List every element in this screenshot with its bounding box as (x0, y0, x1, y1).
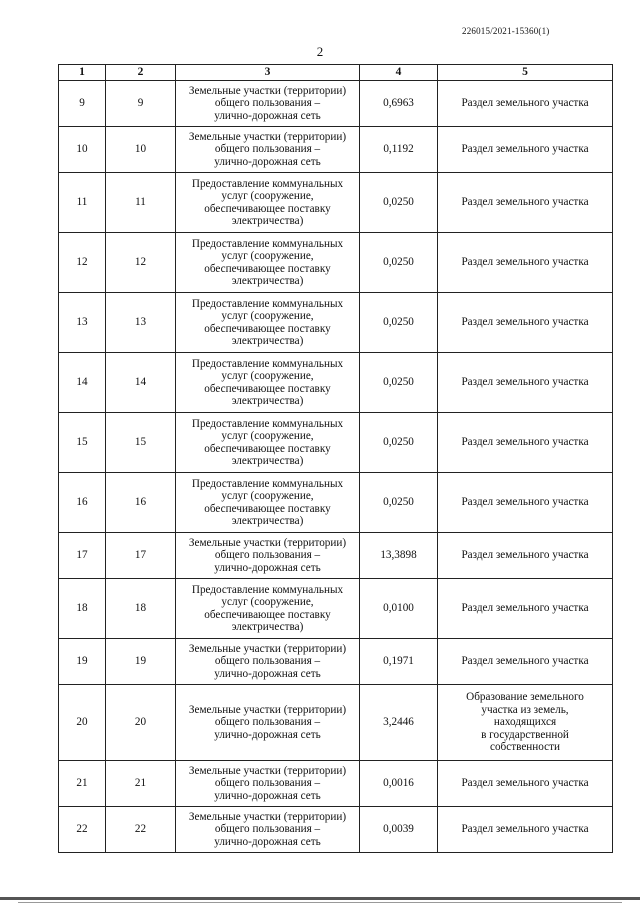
permitted-use-cell: Земельные участки (территории) общего пользования – улично-дорожная сеть (176, 639, 360, 685)
formation-method-cell: Раздел земельного участка (438, 473, 613, 533)
formation-method-cell: Раздел земельного участка (438, 353, 613, 413)
table-row (59, 685, 613, 761)
row-number-cell: 22 (59, 807, 106, 853)
formation-method-cell: Раздел земельного участка (438, 173, 613, 233)
table-row (59, 533, 613, 579)
row-number-cell: 11 (59, 173, 106, 233)
permitted-use-cell: Предоставление коммунальных услуг (сооружение, обеспечивающее поставку электричества) (176, 353, 360, 413)
plot-number-cell: 9 (106, 81, 176, 127)
column-header-3: 3 (176, 65, 360, 81)
formation-method-cell: Раздел земельного участка (438, 579, 613, 639)
table-row (59, 807, 613, 853)
row-number-cell: 18 (59, 579, 106, 639)
permitted-use-cell: Предоставление коммунальных услуг (сооружение, обеспечивающее поставку электричества) (176, 233, 360, 293)
area-cell: 0,0250 (360, 233, 438, 293)
table-row (59, 473, 613, 533)
plot-number-cell: 16 (106, 473, 176, 533)
table-row (59, 761, 613, 807)
permitted-use-cell: Земельные участки (территории) общего пользования – улично-дорожная сеть (176, 127, 360, 173)
table-row (59, 639, 613, 685)
row-number-cell: 9 (59, 81, 106, 127)
area-cell: 13,3898 (360, 533, 438, 579)
plot-number-cell: 15 (106, 413, 176, 473)
table-row (59, 127, 613, 173)
permitted-use-cell: Предоставление коммунальных услуг (сооружение, обеспечивающее поставку электричества) (176, 473, 360, 533)
area-cell: 0,6963 (360, 81, 438, 127)
formation-method-cell: Раздел земельного участка (438, 413, 613, 473)
row-number-cell: 13 (59, 293, 106, 353)
table-row (59, 413, 613, 473)
plot-number-cell: 22 (106, 807, 176, 853)
formation-method-cell: Раздел земельного участка (438, 293, 613, 353)
plot-number-cell: 11 (106, 173, 176, 233)
area-cell: 0,0250 (360, 293, 438, 353)
area-cell: 0,0250 (360, 473, 438, 533)
formation-method-cell: Образование земельного участка из земель, находящихся в государственной собственности (438, 685, 613, 761)
table-row (59, 81, 613, 127)
table-row (59, 353, 613, 413)
page-number: 2 (316, 44, 324, 59)
permitted-use-cell: Земельные участки (территории) общего пользования – улично-дорожная сеть (176, 761, 360, 807)
area-cell: 0,0250 (360, 413, 438, 473)
row-number-cell: 19 (59, 639, 106, 685)
column-header-1: 1 (59, 65, 106, 81)
plot-number-cell: 14 (106, 353, 176, 413)
document-number: 226015/2021-15360(1) (462, 26, 550, 36)
formation-method-cell: Раздел земельного участка (438, 233, 613, 293)
area-cell: 0,1971 (360, 639, 438, 685)
table-header-row (59, 65, 613, 81)
permitted-use-cell: Предоставление коммунальных услуг (сооружение, обеспечивающее поставку электричества) (176, 173, 360, 233)
column-header-2: 2 (106, 65, 176, 81)
table-row (59, 173, 613, 233)
table-body (59, 81, 613, 853)
formation-method-cell: Раздел земельного участка (438, 761, 613, 807)
permitted-use-cell: Земельные участки (территории) общего пользования – улично-дорожная сеть (176, 685, 360, 761)
row-number-cell: 17 (59, 533, 106, 579)
area-cell: 0,0016 (360, 761, 438, 807)
scan-bottom-edge (0, 897, 640, 900)
land-plot-table (58, 64, 613, 853)
area-cell: 0,0250 (360, 353, 438, 413)
area-cell: 3,2446 (360, 685, 438, 761)
plot-number-cell: 17 (106, 533, 176, 579)
formation-method-cell: Раздел земельного участка (438, 533, 613, 579)
permitted-use-cell: Земельные участки (территории) общего пользования – улично-дорожная сеть (176, 807, 360, 853)
area-cell: 0,1192 (360, 127, 438, 173)
row-number-cell: 12 (59, 233, 106, 293)
table-row (59, 293, 613, 353)
permitted-use-cell: Предоставление коммунальных услуг (сооружение, обеспечивающее поставку электричества) (176, 293, 360, 353)
permitted-use-cell: Предоставление коммунальных услуг (сооружение, обеспечивающее поставку электричества) (176, 579, 360, 639)
row-number-cell: 15 (59, 413, 106, 473)
plot-number-cell: 20 (106, 685, 176, 761)
plot-number-cell: 10 (106, 127, 176, 173)
plot-number-cell: 19 (106, 639, 176, 685)
formation-method-cell: Раздел земельного участка (438, 81, 613, 127)
row-number-cell: 16 (59, 473, 106, 533)
area-cell: 0,0039 (360, 807, 438, 853)
plot-number-cell: 12 (106, 233, 176, 293)
table-row (59, 233, 613, 293)
table-row (59, 579, 613, 639)
formation-method-cell: Раздел земельного участка (438, 127, 613, 173)
plot-number-cell: 13 (106, 293, 176, 353)
area-cell: 0,0100 (360, 579, 438, 639)
column-header-5: 5 (438, 65, 613, 81)
permitted-use-cell: Земельные участки (территории) общего пользования – улично-дорожная сеть (176, 81, 360, 127)
formation-method-cell: Раздел земельного участка (438, 639, 613, 685)
scan-bottom-edge-faint (18, 902, 622, 903)
formation-method-cell: Раздел земельного участка (438, 807, 613, 853)
plot-number-cell: 21 (106, 761, 176, 807)
plot-number-cell: 18 (106, 579, 176, 639)
column-header-4: 4 (360, 65, 438, 81)
permitted-use-cell: Предоставление коммунальных услуг (сооружение, обеспечивающее поставку электричества) (176, 413, 360, 473)
row-number-cell: 20 (59, 685, 106, 761)
row-number-cell: 14 (59, 353, 106, 413)
row-number-cell: 10 (59, 127, 106, 173)
row-number-cell: 21 (59, 761, 106, 807)
area-cell: 0,0250 (360, 173, 438, 233)
permitted-use-cell: Земельные участки (территории) общего пользования – улично-дорожная сеть (176, 533, 360, 579)
